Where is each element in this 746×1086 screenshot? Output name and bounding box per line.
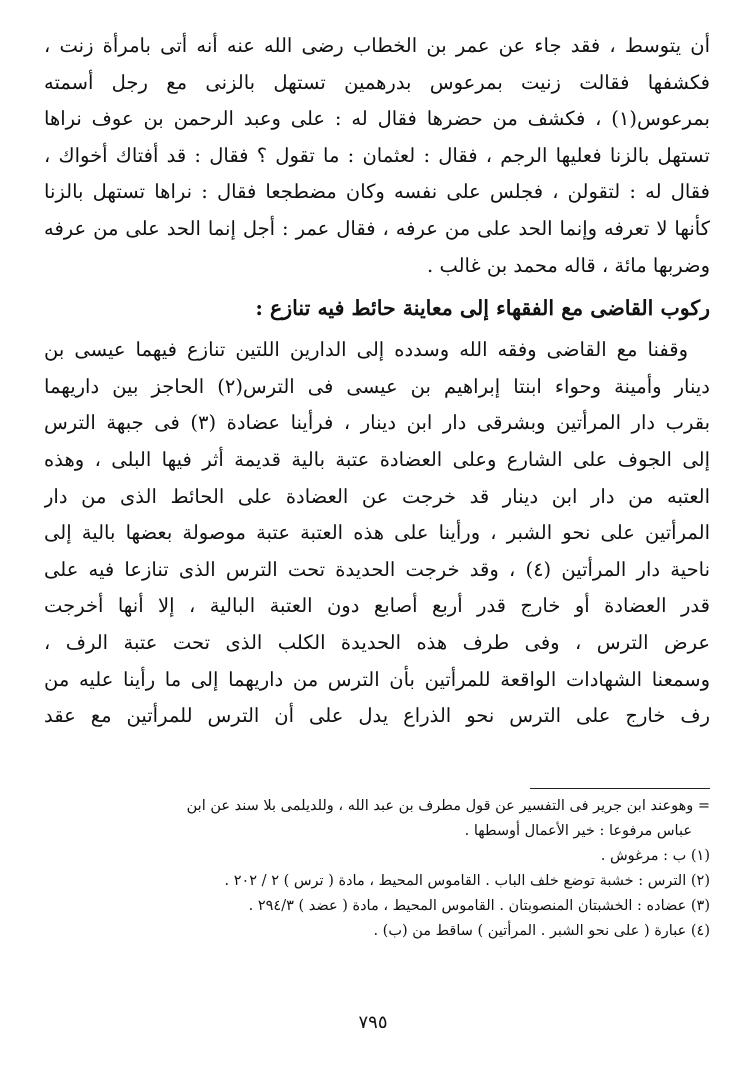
page-number: ٧٩٥ [358,1012,388,1033]
paragraph-2-line: قدر العضادة أو خارج قدر أربع أصابع دون العتبة البالية ، إلا أنها أخرجت [44,594,710,618]
section-heading: ركوب القاضى مع الفقهاء إلى معاينة حائط فيه تنازع : [255,296,710,321]
paragraph-2-line: إلى الجوف على الشارع وعلى العضادة عتبة بالية قديمة أثر فيها البلى ، وهذه [44,447,710,471]
paragraph-1-line: وضربها مائة ، قاله محمد بن غالب . [427,253,710,277]
paragraph-2-line: بقرب دار المرأتين وبشرقى دار ابن دينار ، فرأينا عضادة (٣) فى جبهة الترس [44,411,710,435]
footnotes [40,794,710,944]
footnote-divider [530,788,710,789]
paragraph-1-line: أن يتوسط ، فقد جاء عن عمر بن الخطاب رضى الله عنه أنه أتى بامرأة زنت ، [44,34,710,57]
paragraph-2-line: وقفنا مع القاضى وفقه الله وسدده إلى الدارين اللتين تنازع فيهما عيسى بن [44,338,688,362]
paragraph-2-line: وسمعنا الشهادات الواقعة للمرأتين بأن الترس من داريهما إلى ما رأينا عليه من [44,667,710,691]
paragraph-1-line: فكشفها فقالت زنيت بمرعوس بدرهمين تستهل بالزنى مع رجل أسمته [44,70,710,94]
paragraph-1-line: فقال له : لتقولن ، فجلس على نفسه وكان مضطجعا فقال : نراها تستهل بالزنا [44,180,710,204]
footnote-2: (٢) الترس : خشبة توضع خلف الباب . القاموس المحيط ، مادة ( ترس ) ٢ / ٢٠٢ . [224,873,710,889]
paragraph-2-line: رف خارج على الترس نحو الذراع يدل على أن الترس للمرأتين مع عقد [44,704,710,728]
footnote-1: (١) ب : مرغوش . [600,848,710,864]
paragraph-1-line: بمرعوس(١) ، فكشف من حضرها فقال له : على وعبد الرحمن بن عوف نراها [44,107,710,131]
main-text [44,28,710,735]
paragraph-1-line: تستهل بالزنا فعليها الرجم ، فقال : لعثمان : ما تقول ؟ فقال : قد أفتاك أخواك ، [44,143,710,167]
paragraph-2-line: المرأتين على نحو الشبر ، ورأينا على هذه العتبة عتبة موصولة بعضها بالية إلى [44,521,710,545]
paragraph-1-line: كأنها لا تعرفه وإنما الحد على من عرفه ، فقال عمر : أجل إنما الحد على من عرفه [44,216,710,240]
paragraph-2-line: عرض الترس ، وفى طرف هذه الحديدة الكلب الذى تحت عتبة الرف ، [44,630,710,654]
footnote-3: (٣) عضاده : الخشبتان المنصوبتان . القاموس المحيط ، مادة ( عضد ) ٢٩٤/٣ . [248,898,710,914]
paragraph-2-line: العتبه من دار ابن دينار قد خرجت عن العضادة على الحائط الذى من دار [44,484,710,508]
footnote-continuation: عباس مرفوعا : خير الأعمال أوسطها . [464,823,692,839]
footnote-continuation: = وهوعند ابن جرير فى التفسير عن قول مطرف بن عبد الله ، وللديلمى بلا سند عن ابن [186,798,710,814]
footnote-4: (٤) عبارة ( على نحو الشبر . المرأتين ) ساقط من (ب) . [373,923,710,939]
paragraph-2-line: دينار وأمينة وحواء ابنتا إبراهيم بن عيسى فى الترس(٢) الحاجز بين داريهما [44,374,710,398]
paragraph-2-line: ناحية دار المرأتين (٤) ، وقد خرجت الحديدة تحت الترس الذى تنازعا فيه على [44,557,710,581]
